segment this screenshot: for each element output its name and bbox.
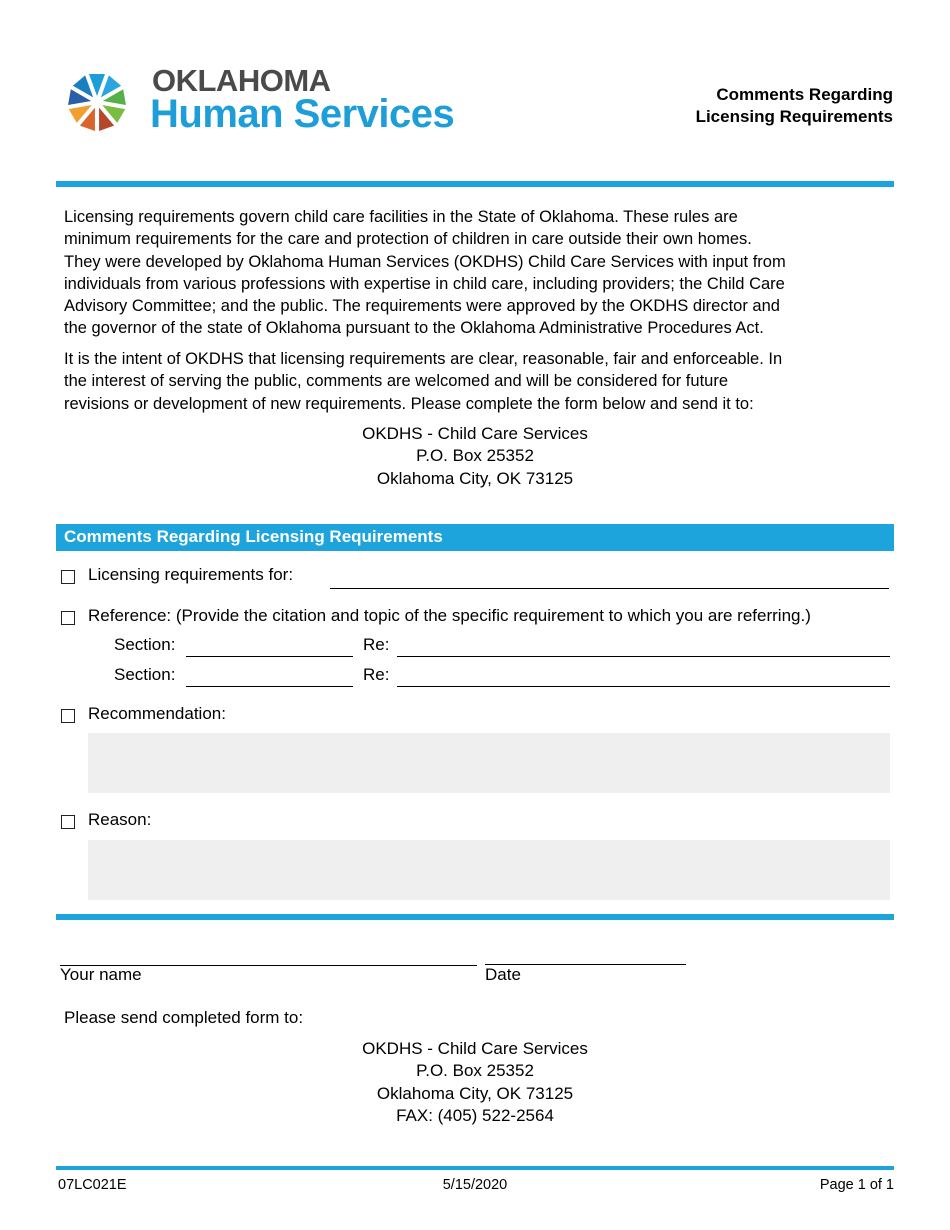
send-instruction: Please send completed form to: (64, 1008, 304, 1027)
intro-line: Advisory Committee; and the public. The requirements were approved by the OKDHS director and (64, 297, 780, 316)
reason-textarea[interactable] (88, 840, 890, 900)
your-name-label: Your name (60, 965, 142, 984)
form-section-title: Comments Regarding Licensing Requirements (64, 527, 443, 546)
page-title (696, 84, 893, 128)
intro-paragraph-1 (64, 206, 892, 340)
intro-paragraph-2 (64, 348, 892, 415)
logo-text-human-services: Human Services (150, 92, 455, 136)
reason-label: Reason: (88, 810, 152, 829)
logo-text-oklahoma: OKLAHOMA (152, 63, 331, 98)
mailing-address (0, 423, 950, 490)
address-line: P.O. Box 25352 (416, 446, 534, 466)
section-field-2[interactable] (186, 686, 353, 687)
intro-line: revisions or development of new requirements. Please complete the form below and send it to: (64, 394, 754, 413)
page-title-line1: Comments Regarding (716, 85, 893, 104)
header-divider (56, 181, 894, 187)
address-line: P.O. Box 25352 (416, 1061, 534, 1081)
section-label-2: Section: (114, 665, 176, 684)
intro-line: minimum requirements for the care and protection of children in care outside their own homes. (64, 230, 752, 249)
section-field-1[interactable] (186, 656, 353, 657)
reference-label: Reference: (Provide the citation and topic of the specific requirement to which you are referring.) (88, 606, 811, 625)
okdhs-logo-mark (55, 60, 140, 145)
re-label-1: Re: (363, 635, 390, 654)
page-title-line2: Licensing Requirements (695, 107, 893, 126)
address-line: OKDHS - Child Care Services (362, 424, 588, 443)
reference-checkbox[interactable] (61, 611, 75, 625)
recommendation-checkbox[interactable] (61, 709, 75, 723)
re-label-2: Re: (363, 665, 390, 684)
intro-line: It is the intent of OKDHS that licensing requirements are clear, reasonable, fair and enforceable. In (64, 350, 783, 368)
licensing-for-field[interactable] (330, 588, 889, 589)
return-address (0, 1038, 950, 1127)
page-number: Page 1 of 1 (819, 1177, 894, 1193)
licensing-for-label: Licensing requirements for: (88, 565, 294, 584)
address-line: OKDHS - Child Care Services (362, 1039, 588, 1058)
footer-divider (56, 1166, 894, 1170)
form-date: 5/15/2020 (442, 1177, 508, 1193)
intro-line: individuals from various professions with expertise in child care, including providers; the Child Care (64, 274, 785, 293)
re-field-1[interactable] (397, 656, 890, 657)
re-field-2[interactable] (397, 686, 890, 687)
intro-line: Licensing requirements govern child care facilities in the State of Oklahoma. These rules are (64, 208, 738, 226)
intro-line: the governor of the state of Oklahoma pursuant to the Oklahoma Administrative Procedures Act. (64, 319, 764, 338)
date-label: Date (485, 965, 521, 984)
fax-line: FAX: (405) 522-2564 (396, 1105, 554, 1125)
reason-checkbox[interactable] (61, 815, 75, 829)
licensing-for-checkbox[interactable] (61, 570, 75, 584)
address-line: Oklahoma City, OK 73125 (376, 468, 574, 488)
recommendation-label: Recommendation: (88, 704, 226, 723)
form-section-header (56, 524, 894, 551)
address-line: Oklahoma City, OK 73125 (376, 1083, 574, 1103)
form-bottom-divider (56, 914, 894, 920)
form-number: 07LC021E (58, 1177, 127, 1193)
intro-line: the interest of serving the public, comments are welcomed and will be considered for future (64, 372, 729, 391)
section-label-1: Section: (114, 635, 176, 654)
recommendation-textarea[interactable] (88, 733, 890, 793)
intro-line: They were developed by Oklahoma Human Services (OKDHS) Child Care Services with input from (64, 252, 786, 271)
